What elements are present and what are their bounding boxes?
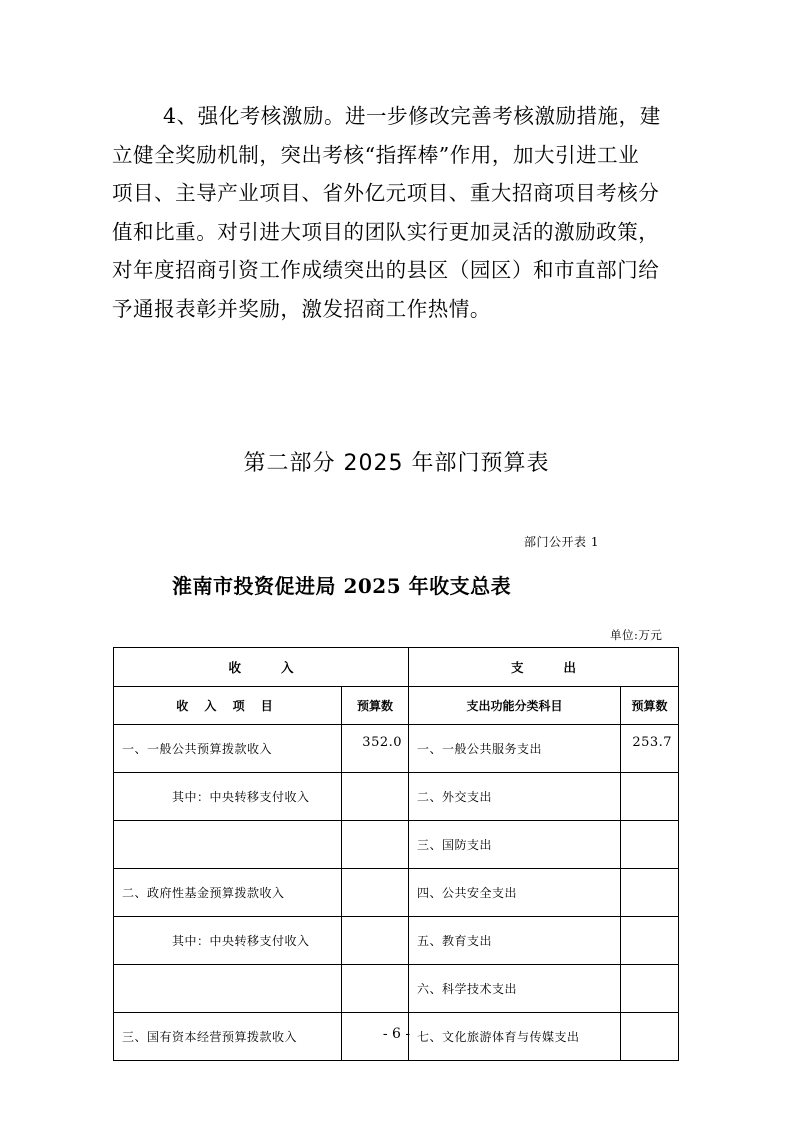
income-header: 收入 [114,648,409,687]
expense-value-cell [621,965,679,1013]
income-item-cell: 其中：中央转移支付收入 [114,773,342,821]
page-number: - 6 - [382,1026,411,1042]
table-title: 淮南市投资促进局 2025 年收支总表 [172,574,512,598]
expense-item-cell: 二、外交支出 [409,773,621,821]
income-value-cell [342,869,409,917]
income-item-cell: 三、国有资本经营预算拨款收入 [114,1013,342,1061]
column-header-row [114,687,679,725]
expense-budget-column-header: 预算数 [621,687,679,725]
paragraph-line: 予通报表彰并奖励，激发招商工作热情。 [112,296,491,321]
income-value-cell [342,773,409,821]
paragraph-line: 对年度招商引资工作成绩突出的县区（园区）和市直部门给 [112,258,660,283]
expense-item-cell: 一、一般公共服务支出 [409,725,621,773]
income-budget-column-header: 预算数 [342,687,409,725]
table-row [114,869,679,917]
paragraph-line: 值和比重。对引进大项目的团队实行更加灵活的激励政策， [112,219,660,244]
income-value-cell [342,965,409,1013]
expense-value-cell [621,821,679,869]
table-row [114,917,679,965]
form-number: 部门公开表 1 [524,535,599,549]
budget-table [113,647,679,1061]
paragraph-line: 4、强化考核激励。进一步修改完善考核激励措施，建 [163,104,661,128]
expense-item-cell: 六、科学技术支出 [409,965,621,1013]
paragraph-line: 立健全奖励机制，突出考核“指挥棒”作用，加大引进工业 [112,142,640,167]
expense-item-cell: 七、文化旅游体育与传媒支出 [409,1013,621,1061]
table-row [114,821,679,869]
expense-value-cell [621,869,679,917]
unit-label: 单位:万元 [610,628,663,642]
income-item-column-header: 收 入 项 目 [114,687,342,725]
income-item-cell: 其中：中央转移支付收入 [114,917,342,965]
table-header-row [114,648,679,687]
income-value-cell [342,821,409,869]
table-row [114,965,679,1013]
expense-value-cell [621,917,679,965]
expense-item-cell: 五、教育支出 [409,917,621,965]
income-item-cell: 一、一般公共预算拨款收入 [114,725,342,773]
income-item-cell: 二、政府性基金预算拨款收入 [114,869,342,917]
income-value-cell [342,917,409,965]
table-row [114,725,679,773]
income-item-cell [114,821,342,869]
expense-header: 支出 [409,648,679,687]
expense-item-cell: 四、公共安全支出 [409,869,621,917]
income-item-cell [114,965,342,1013]
paragraph-line: 项目、主导产业项目、省外亿元项目、重大招商项目考核分 [112,181,660,206]
section-title: 第二部分 2025 年部门预算表 [243,451,550,476]
expense-item-column-header: 支出功能分类科目 [409,687,621,725]
table-row [114,773,679,821]
expense-item-cell: 三、国防支出 [409,821,621,869]
body-paragraph [112,97,684,329]
expense-value-cell [621,773,679,821]
expense-value-cell: 253.7 [621,725,679,773]
income-value-cell: 352.0 [342,725,409,773]
